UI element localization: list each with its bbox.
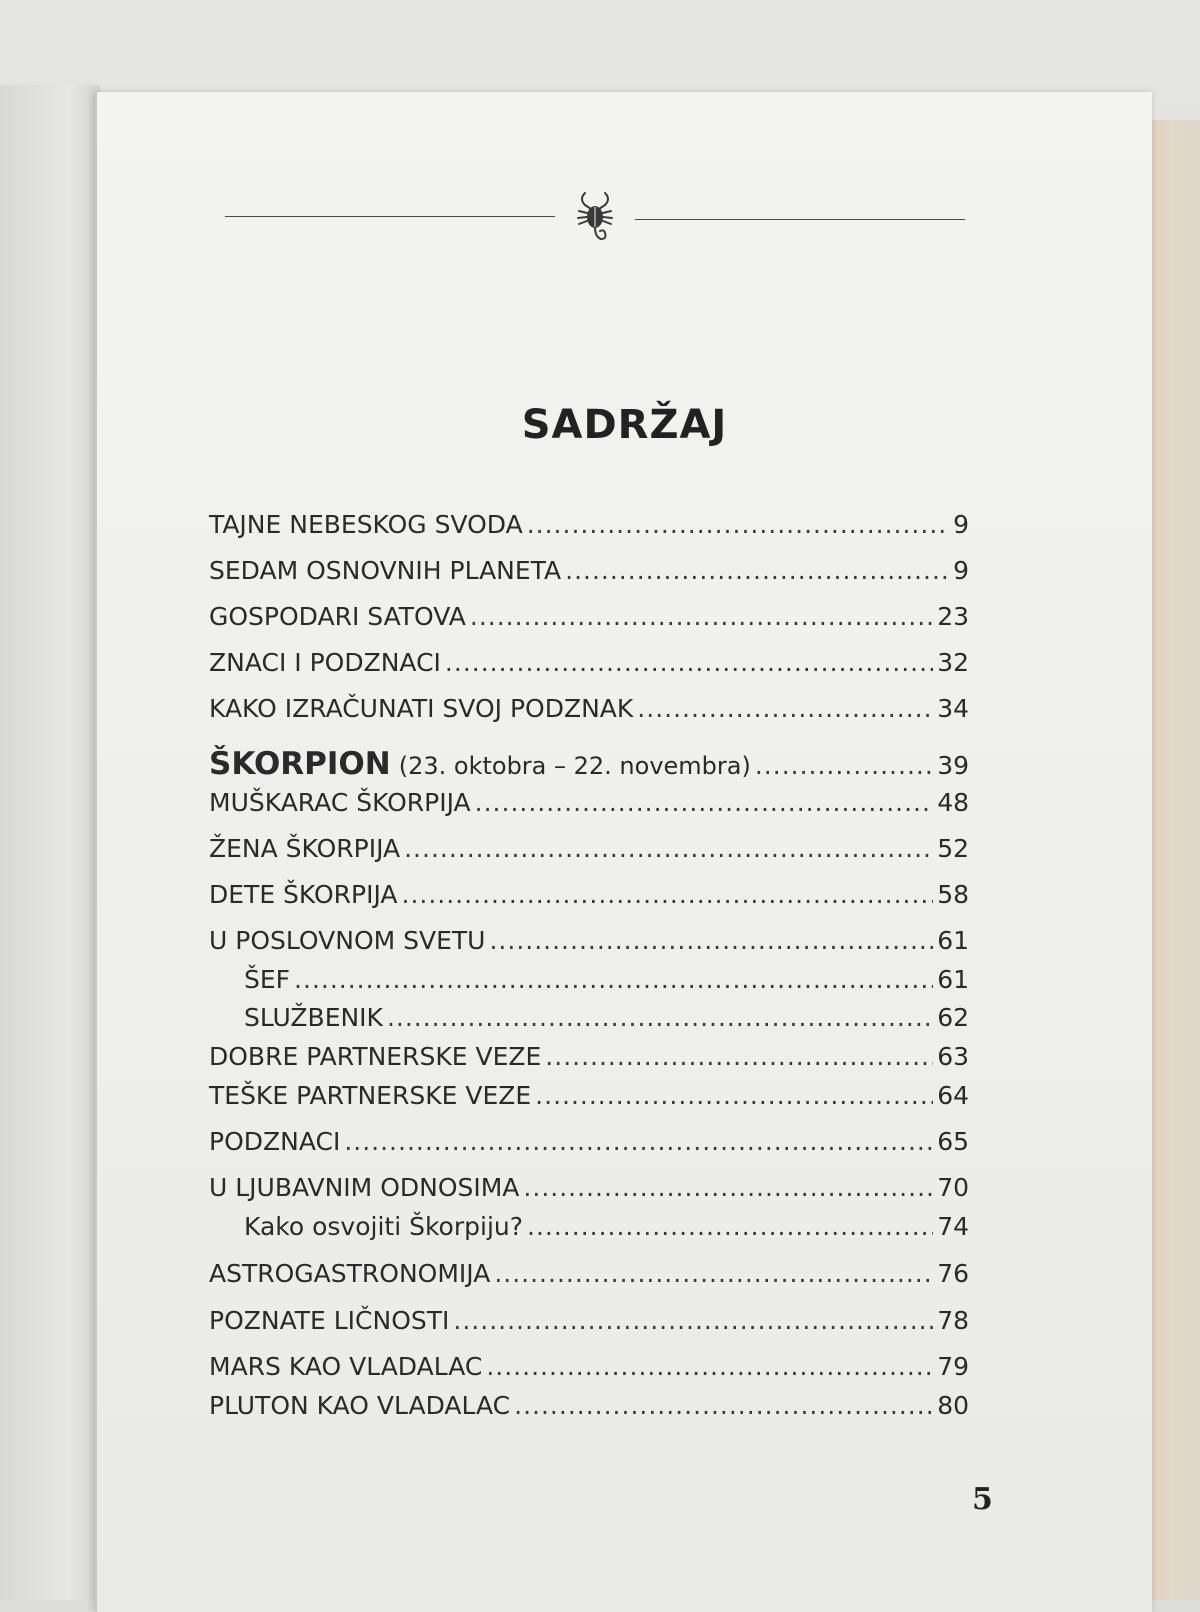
toc-leader-dots xyxy=(514,1391,933,1420)
toc-leader-dots xyxy=(294,965,933,994)
toc-entry-page: 78 xyxy=(937,1306,969,1335)
toc-entry-page: 61 xyxy=(937,965,969,994)
toc-entry-page: 52 xyxy=(937,834,969,863)
toc-leader-dots xyxy=(755,751,933,780)
toc-subentry xyxy=(244,1003,969,1032)
toc-entry xyxy=(209,510,969,539)
toc-leader-dots xyxy=(535,1081,933,1110)
toc-leader-dots xyxy=(523,1173,933,1202)
toc-entry-page: 61 xyxy=(937,926,969,955)
toc-entry xyxy=(209,694,969,723)
toc-entry xyxy=(209,602,969,631)
toc-entry-page: 79 xyxy=(937,1352,969,1381)
toc-entry-page: 70 xyxy=(937,1173,969,1202)
page-number: 5 xyxy=(972,1482,993,1517)
toc-entry-label: DOBRE PARTNERSKE VEZE xyxy=(209,1042,542,1071)
toc-chapter-label: ŠKORPION xyxy=(209,746,391,782)
toc-leader-dots xyxy=(470,602,933,631)
toc-entry xyxy=(209,648,969,677)
toc-entry-page: 48 xyxy=(937,788,969,817)
toc-entry xyxy=(209,1352,969,1381)
toc-entry-label: ZNACI I PODZNACI xyxy=(209,648,441,677)
toc-entry-label: U LJUBAVNIM ODNOSIMA xyxy=(209,1173,520,1202)
toc-entry xyxy=(209,1306,969,1335)
toc-entry xyxy=(209,834,969,863)
toc-leader-dots xyxy=(637,694,933,723)
toc-entry xyxy=(209,556,969,585)
book-page xyxy=(95,92,1152,1612)
previous-page-edge xyxy=(0,85,100,1600)
toc-entry-page: 65 xyxy=(937,1127,969,1156)
ornament-rule-right xyxy=(635,219,965,220)
toc-entry-page: 23 xyxy=(937,602,969,631)
toc-entry-label: ASTROGASTRONOMIJA xyxy=(209,1259,491,1288)
toc-entry-label: SLUŽBENIK xyxy=(244,1003,383,1032)
toc-entry-page: 32 xyxy=(937,648,969,677)
toc-entry-label: KAKO IZRAČUNATI SVOJ PODZNAK xyxy=(209,694,634,723)
toc-entry xyxy=(209,1081,969,1110)
toc-leader-dots xyxy=(494,1259,933,1288)
toc-leader-dots xyxy=(404,834,933,863)
toc-entry-page: 58 xyxy=(937,880,969,909)
toc-leader-dots xyxy=(565,556,949,585)
page-title: SADRŽAJ xyxy=(521,402,728,448)
toc-entry-label: GOSPODARI SATOVA xyxy=(209,602,466,631)
toc-subentry xyxy=(244,965,969,994)
toc-entry-page: 39 xyxy=(937,751,969,780)
toc-entry-label: Kako osvojiti Škorpiju? xyxy=(244,1212,524,1241)
toc-leader-dots xyxy=(545,1042,933,1071)
scorpion-icon xyxy=(571,187,619,247)
toc-entry-page: 62 xyxy=(937,1003,969,1032)
toc-entry-label: TAJNE NEBESKOG SVODA xyxy=(209,510,523,539)
ornament-rule-left xyxy=(225,216,555,217)
toc-entry-label: DETE ŠKORPIJA xyxy=(209,880,398,909)
toc-leader-dots xyxy=(527,510,949,539)
toc-entry xyxy=(209,880,969,909)
toc-entry-label: MUŠKARAC ŠKORPIJA xyxy=(209,788,471,817)
toc-entry-page: 76 xyxy=(937,1259,969,1288)
toc-entry-label: U POSLOVNOM SVETU xyxy=(209,926,486,955)
header-ornament xyxy=(225,187,965,247)
toc-entry-label: SEDAM OSNOVNIH PLANETA xyxy=(209,556,562,585)
toc-leader-dots xyxy=(527,1212,933,1241)
toc-entry xyxy=(209,1173,969,1202)
toc-entry-page: 80 xyxy=(937,1391,969,1420)
toc-entry-label: PODZNACI xyxy=(209,1127,341,1156)
toc-subentry xyxy=(244,1212,969,1241)
toc-entry-label: ŽENA ŠKORPIJA xyxy=(209,834,401,863)
toc-leader-dots xyxy=(486,1352,933,1381)
toc-entry-label: MARS KAO VLADALAC xyxy=(209,1352,483,1381)
toc-entry-page: 34 xyxy=(937,694,969,723)
toc-leader-dots xyxy=(387,1003,933,1032)
toc-entry xyxy=(209,1391,969,1420)
toc-leader-dots xyxy=(475,788,934,817)
toc-entry xyxy=(209,1042,969,1071)
toc-entry-page: 64 xyxy=(937,1081,969,1110)
toc-leader-dots xyxy=(445,648,933,677)
toc-entry xyxy=(209,788,969,817)
toc-leader-dots xyxy=(489,926,933,955)
toc-entry-label: POZNATE LIČNOSTI xyxy=(209,1306,450,1335)
toc-entry-page: 9 xyxy=(953,556,969,585)
toc-entry-label: TEŠKE PARTNERSKE VEZE xyxy=(209,1081,532,1110)
toc-entry xyxy=(209,1259,969,1288)
toc-entry xyxy=(209,926,969,955)
toc-leader-dots xyxy=(344,1127,933,1156)
toc-entry xyxy=(209,1127,969,1156)
toc-leader-dots xyxy=(402,880,934,909)
toc-leader-dots xyxy=(453,1306,933,1335)
toc-entry-page: 63 xyxy=(937,1042,969,1071)
toc-chapter-date-range: (23. oktobra – 22. novembra) xyxy=(398,752,751,780)
toc-entry-label: ŠEF xyxy=(244,965,291,994)
toc-entry-page: 9 xyxy=(953,510,969,539)
toc-entry-page: 74 xyxy=(937,1212,969,1241)
toc-entry-chapter xyxy=(209,746,969,782)
toc-entry-label: PLUTON KAO VLADALAC xyxy=(209,1391,511,1420)
